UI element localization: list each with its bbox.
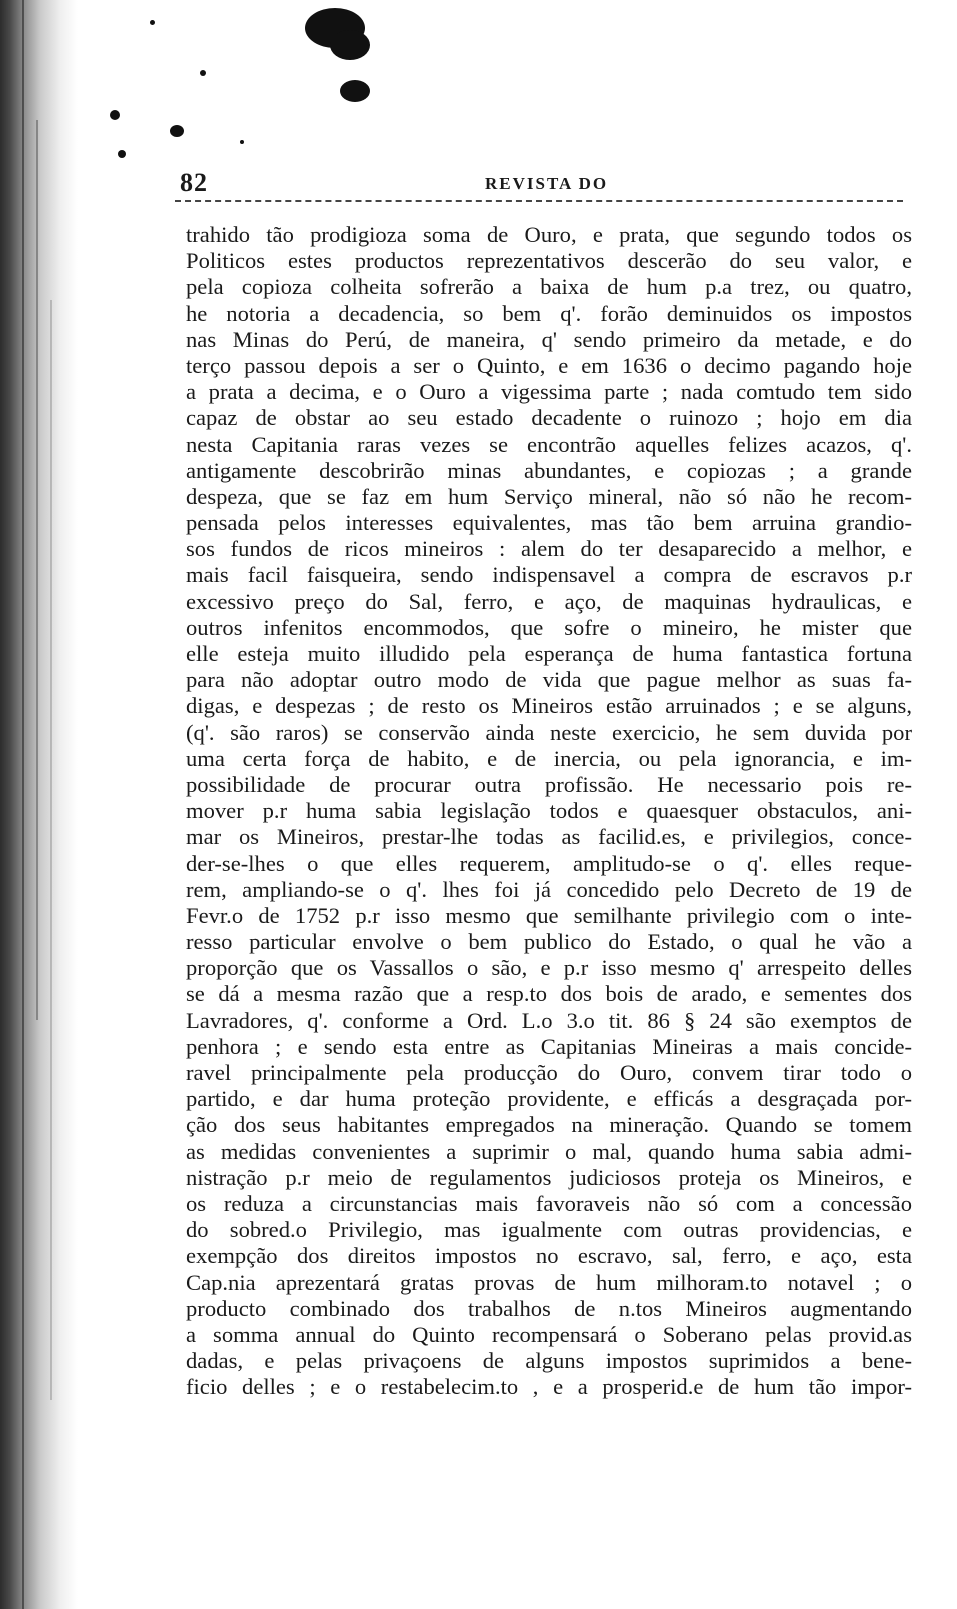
text-line: rem, ampliando-se o q'. lhes foi já concedido pelo Decreto de 19 de (186, 876, 912, 902)
text-line: mais facil faisqueira, sendo indispensavel a compra de escravos p.r (186, 562, 912, 588)
ink-blot (118, 150, 126, 158)
scan-edge-shadow (0, 0, 78, 1609)
text-line: mover p.r huma sabia legislação todos e quaesquer obstaculos, ani- (186, 798, 912, 824)
text-line: partido, e dar huma proteção providente, e efficás a desgraçada por- (186, 1086, 912, 1112)
text-line: producto combinado dos trabalhos de n.tos Mineiros augmentando (186, 1295, 912, 1321)
text-line: exempção dos direitos impostos no escravo, sal, ferro, e aço, esta (186, 1243, 912, 1269)
text-line: elle esteja muito illudido pela esperança de huma fantastica fortuna (186, 641, 912, 666)
text-line: resso particular envolve o bem publico do Estado, o qual he vão a (186, 929, 912, 955)
ink-blot (330, 30, 370, 60)
text-line: Fevr.o de 1752 p.r isso mesmo que semilhante privilegio com o inte- (186, 902, 912, 928)
scan-streak (50, 300, 52, 1400)
text-line: nas Minas do Perú, de maneira, q' sendo primeiro da metade, e do (186, 326, 912, 352)
ink-blot (240, 140, 244, 144)
text-line: penhora ; e sendo esta entre as Capitanias Mineiras a mais concide- (186, 1033, 912, 1059)
text-line: der-se-lhes o que elles requerem, amplitudo-se o q'. elles reque- (186, 850, 912, 876)
text-line: pensada pelos interesses equivalentes, mas tão bem arruina grandio- (186, 510, 912, 536)
text-line: terço passou depois a ser o Quinto, e em 1636 o decimo pagando hoje (186, 352, 912, 378)
text-line: Politicos estes productos reprezentativos descerão do seu valor, e (186, 248, 912, 274)
body-text (186, 222, 912, 1602)
text-line: possibilidade de procurar outra profissão. He necessario pois re- (186, 771, 912, 797)
text-line: ravel principalmente pela producção do Ouro, convem tirar todo o (186, 1060, 912, 1085)
text-line: Lavradores, q'. conforme a Ord. L.o 3.o tit. 86 § 24 são exemptos de (186, 1007, 912, 1033)
text-line: uma certa força de habito, e de inercia, ou pela ignorancia, e im- (186, 745, 912, 771)
text-line: despeza, que se faz em hum Serviço mineral, não só não he recom- (186, 483, 912, 509)
ink-blot (110, 110, 120, 120)
text-line: proporção que os Vassallos o são, e p.r isso mesmo q' arrespeito delles (186, 955, 912, 981)
text-line: para não adoptar outro modo de vida que pague melhor as suas fa- (186, 667, 912, 693)
text-line: ficio delles ; e o restabelecim.to , e a prosperid.e de hum tão impor- (186, 1374, 912, 1400)
text-line: digas, e despezas ; de resto os Mineiros estão arruinados ; e se alguns, (186, 693, 912, 719)
text-line: outros infenitos encommodos, que sofre o mineiro, he mister que (186, 614, 912, 640)
text-line: dadas, e pelas privaçoens de alguns impostos suprimidos a bene- (186, 1348, 912, 1374)
text-line: trahido tão prodigioza soma de Ouro, e prata, que segundo todos os (186, 222, 912, 247)
page-header (180, 168, 902, 200)
text-line: se dá a mesma razão que a resp.to dos bois de arado, e sementes dos (186, 981, 912, 1007)
text-line: a prata a decima, e o Ouro a vigessima parte ; nada comtudo tem sido (186, 379, 912, 405)
text-line: pela copioza colheita sofrerão a baixa de hum p.a trez, ou quatro, (186, 274, 912, 300)
page-number: 82 (180, 168, 208, 197)
text-line: ção dos seus habitantes empregados na mineração. Quando se tomem (186, 1112, 912, 1138)
text-line: a somma annual do Quinto recompensará o Soberano pelas provid.as (186, 1321, 912, 1347)
text-line: mar os Mineiros, prestar-lhe todas as facilid.es, e privilegios, conce- (186, 824, 912, 850)
text-line: os reduza a circunstancias mais favoraveis não só com a concessão (186, 1190, 912, 1216)
ink-blot (200, 70, 206, 76)
header-rule (175, 200, 903, 202)
text-line: Cap.nia aprezentará gratas provas de hum milhoram.to notavel ; o (186, 1269, 912, 1295)
scan-streak (22, 0, 24, 1609)
text-line: nistração p.r meio de regulamentos judiciosos proteja os Mineiros, e (186, 1164, 912, 1190)
text-line: excessivo preço do Sal, ferro, e aço, de maquinas hydraulicas, e (186, 588, 912, 614)
text-line: (q'. são raros) se conservão ainda neste exercicio, he sem duvida por (186, 719, 912, 745)
text-line: do sobred.o Privilegio, mas igualmente com outras providencias, e (186, 1217, 912, 1243)
scan-streak (36, 120, 38, 1020)
text-line: sos fundos de ricos mineiros : alem do ter desaparecido a melhor, e (186, 536, 912, 562)
text-line: capaz de obstar ao seu estado decadente o ruinozo ; hojo em dia (186, 405, 912, 431)
text-line: he notoria a decadencia, so bem q'. forão deminuidos os impostos (186, 300, 912, 326)
text-line: as medidas convenientes a suprimir o mal, quando huma sabia admi- (186, 1138, 912, 1164)
ink-blot (170, 125, 184, 137)
text-line: antigamente descobrirão minas abundantes, e copiozas ; a grande (186, 457, 912, 483)
ink-blot (340, 80, 370, 102)
text-line: nesta Capitania raras vezes se encontrão aquelles felizes acazos, q'. (186, 431, 912, 457)
ink-blot (150, 20, 155, 25)
running-head: REVISTA DO (485, 174, 609, 193)
